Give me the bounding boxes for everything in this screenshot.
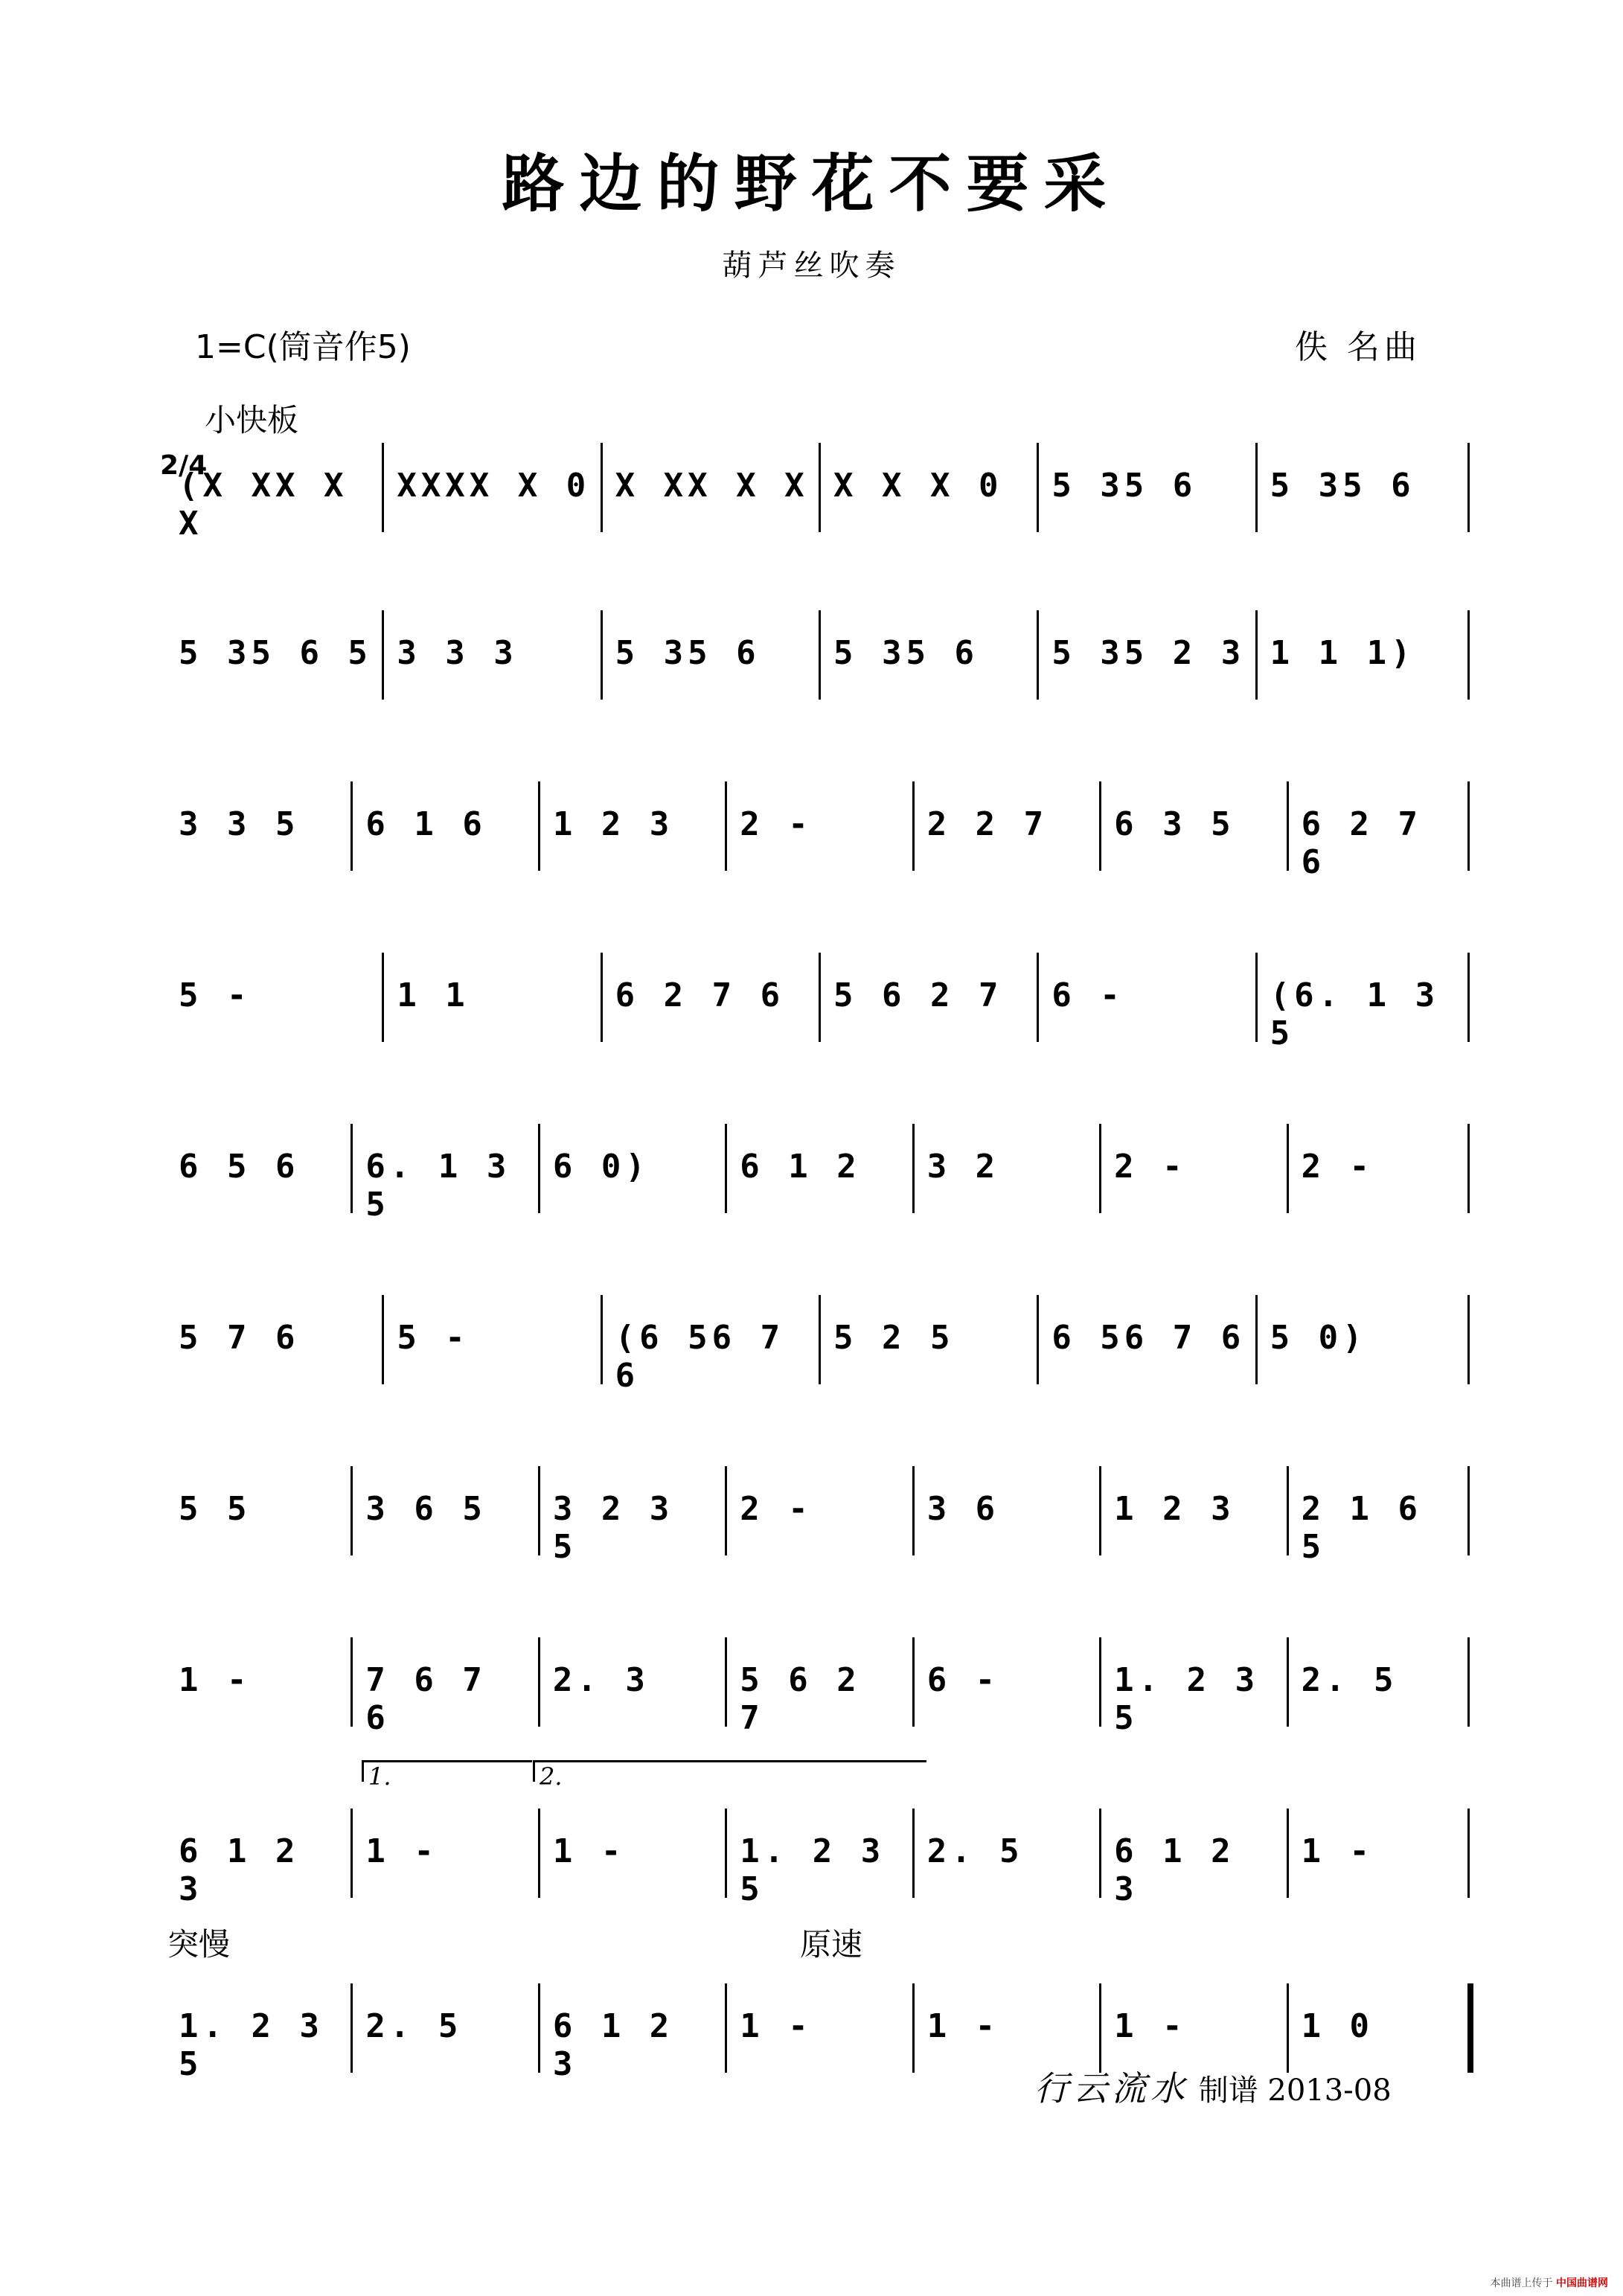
measure: 6. 1 3 5	[365, 1148, 511, 1224]
notation-row-7	[164, 1466, 1473, 1566]
measure: 1 0	[1301, 2007, 1374, 2045]
measure: 2 2 7	[926, 805, 1049, 843]
measure: 2. 5	[1301, 1661, 1398, 1699]
measure: 3 3 5	[179, 805, 300, 843]
measure: 2 -	[1114, 1148, 1187, 1186]
measure: 2. 5	[365, 2007, 463, 2045]
bar-line	[819, 443, 821, 532]
bar-line	[1467, 953, 1470, 1042]
bar-line	[1255, 1295, 1258, 1384]
bar-line	[601, 1295, 603, 1384]
measure: 6 1 2 3	[552, 2007, 674, 2083]
bar-line	[1287, 781, 1289, 871]
bar-line	[1255, 610, 1258, 700]
bar-line	[912, 781, 915, 871]
measure: 2 -	[740, 1490, 813, 1528]
bar-line	[1099, 1637, 1101, 1727]
measure: 5 35 6	[1051, 467, 1197, 505]
measure: 5 35 6 5	[179, 634, 372, 672]
measure: 1 -	[552, 1832, 626, 1870]
measure: 1. 2 3 5	[1114, 1661, 1260, 1737]
measure: 5 6 2 7	[833, 976, 1003, 1014]
notation-row-2	[164, 610, 1473, 700]
measure: 6 5 6	[179, 1148, 300, 1186]
bar-line	[912, 1637, 915, 1727]
measure: 5 7 6	[179, 1319, 300, 1357]
measure: 6 2 7 6	[615, 976, 785, 1014]
bar-line	[1467, 1295, 1470, 1384]
score-subtitle: 葫芦丝吹奏	[722, 249, 901, 283]
measure: 5 0)	[1270, 1319, 1367, 1357]
bar-line	[382, 610, 384, 700]
measure: 2 -	[1301, 1148, 1374, 1186]
measure: 1 -	[1114, 2007, 1187, 2045]
bar-line	[1467, 1809, 1470, 1898]
bar-line	[350, 1637, 353, 1727]
bar-line	[382, 953, 384, 1042]
bar-line	[538, 1124, 540, 1213]
bar-line	[538, 1983, 540, 2073]
notation-row-10	[164, 1983, 1473, 2083]
bar-line	[1037, 1295, 1039, 1384]
watermark-text: 本曲谱上传于	[1490, 2277, 1553, 2289]
bar-line	[1255, 443, 1258, 532]
bar-line	[819, 1295, 821, 1384]
bar-line	[538, 1637, 540, 1727]
bar-line	[538, 1466, 540, 1555]
measure: 6 1 2 3	[1114, 1832, 1235, 1908]
bar-line	[912, 1983, 915, 2073]
measure: 1 -	[365, 1832, 438, 1870]
bar-line	[1099, 1124, 1101, 1213]
measure: 7 6 7 6	[365, 1661, 487, 1737]
measure: 2 -	[740, 805, 813, 843]
bar-line	[1287, 1466, 1289, 1555]
measure: 1 -	[926, 2007, 1000, 2045]
bar-line	[1037, 953, 1039, 1042]
tempo-marking-back: 原速	[800, 1926, 863, 1963]
bar-line	[1099, 1983, 1101, 2073]
bar-line	[601, 953, 603, 1042]
bar-line	[350, 781, 353, 871]
notation-row-3	[164, 781, 1473, 881]
measure: 5 -	[397, 1319, 470, 1357]
measure: 1. 2 3 5	[179, 2007, 324, 2083]
bar-line	[350, 1809, 353, 1898]
measure: (6 56 7 6	[615, 1319, 785, 1395]
measure: 5 -	[179, 976, 252, 1014]
key-signature: 1=C(筒音作5)	[195, 328, 411, 366]
bar-line	[1037, 443, 1039, 532]
bar-line	[725, 1983, 727, 2073]
measure: 5 35 6	[1270, 467, 1415, 505]
bar-line	[1467, 1637, 1470, 1727]
measure: 2. 5	[926, 1832, 1024, 1870]
measure: 5 35 6	[833, 634, 979, 672]
measure: 6 1 2 3	[179, 1832, 300, 1908]
bar-line	[1287, 1124, 1289, 1213]
measure: 6 2 7 6	[1301, 805, 1423, 881]
measure: 6 3 5	[1114, 805, 1235, 843]
bar-line	[725, 1637, 727, 1727]
bar-line	[912, 1809, 915, 1898]
measure: 5 35 2 3	[1051, 634, 1246, 672]
volta-second-ending: 2.	[533, 1760, 926, 1782]
measure: 1 1	[397, 976, 470, 1014]
measure: 3 2	[926, 1148, 1000, 1186]
measure: 2 1 6 5	[1301, 1490, 1423, 1566]
watermark-brand: 中国曲谱网	[1556, 2277, 1608, 2289]
measure: 6 1 6	[365, 805, 487, 843]
notation-row-5	[164, 1124, 1473, 1224]
bar-line	[725, 781, 727, 871]
bar-line	[912, 1466, 915, 1555]
notation-row-9	[164, 1809, 1473, 1908]
bar-line	[819, 610, 821, 700]
transcriber-credit	[1034, 2062, 1392, 2111]
bar-line	[350, 1983, 353, 2073]
measure: 2. 3	[552, 1661, 650, 1699]
bar-line	[1287, 1809, 1289, 1898]
measure: (6. 1 3 5	[1270, 976, 1440, 1052]
measure: 1 -	[179, 1661, 252, 1699]
bar-line	[1467, 781, 1470, 871]
bar-line	[1287, 1637, 1289, 1727]
bar-line	[819, 953, 821, 1042]
bar-line	[1099, 1466, 1101, 1555]
bar-line	[1037, 610, 1039, 700]
measure: 1. 2 3 5	[740, 1832, 886, 1908]
measure: 6 -	[926, 1661, 1000, 1699]
measure: 3 6	[926, 1490, 1000, 1528]
measure: 5 6 2 7	[740, 1661, 861, 1737]
composer-credit: 佚 名曲	[1295, 328, 1421, 366]
source-watermark	[1491, 2275, 1608, 2290]
measure: X X X 0	[833, 467, 1003, 505]
score-title: 路边的野花不要采	[502, 147, 1121, 220]
bar-line	[1467, 1124, 1470, 1213]
measure: 1 2 3	[1114, 1490, 1235, 1528]
final-bar-line	[1467, 1983, 1473, 2073]
measure: 5 2 5	[833, 1319, 955, 1357]
bar-line	[1287, 1983, 1289, 2073]
measure: 3 2 3 5	[552, 1490, 674, 1566]
bar-line	[1467, 443, 1470, 532]
measure: 1 2 3	[552, 805, 674, 843]
bar-line	[601, 610, 603, 700]
bar-line	[1099, 1809, 1101, 1898]
transcriber-signature: 行云流水	[1034, 2068, 1189, 2108]
bar-line	[725, 1124, 727, 1213]
measure: 6 0)	[552, 1148, 650, 1186]
measure: 1 -	[1301, 1832, 1374, 1870]
bar-line	[725, 1466, 727, 1555]
measure: (X XX X X	[179, 467, 348, 543]
bar-line	[1467, 1466, 1470, 1555]
notation-row-8	[164, 1637, 1473, 1737]
bar-line	[1467, 610, 1470, 700]
volta-first-ending: 1.	[362, 1760, 532, 1782]
measure: 6 1 2	[740, 1148, 861, 1186]
bar-line	[725, 1809, 727, 1898]
measure: 5 5	[179, 1490, 252, 1528]
measure: 5 35 6	[615, 634, 761, 672]
bar-line	[382, 1295, 384, 1384]
bar-line	[538, 1809, 540, 1898]
measure: 1 1 1)	[1270, 634, 1415, 672]
bar-line	[601, 443, 603, 532]
measure: 3 3 3	[397, 634, 518, 672]
bar-line	[912, 1124, 915, 1213]
bar-line	[350, 1466, 353, 1555]
measure: 6 -	[1051, 976, 1124, 1014]
bar-line	[1099, 781, 1101, 871]
measure: 3 6 5	[365, 1490, 487, 1528]
bar-line	[538, 781, 540, 871]
bar-line	[1255, 953, 1258, 1042]
notation-row-1	[164, 443, 1473, 543]
notation-row-6	[164, 1295, 1473, 1395]
tempo-marking-slow: 突慢	[167, 1926, 231, 1963]
time-signature: 2/4	[160, 450, 208, 481]
measure: 6 56 7 6	[1051, 1319, 1246, 1357]
notation-row-4	[164, 953, 1473, 1052]
measure: X XX X X	[615, 467, 809, 505]
tempo-marking-start: 小快板	[205, 402, 299, 438]
bar-line	[350, 1124, 353, 1213]
bar-line	[382, 443, 384, 532]
measure: XXXX X 0	[397, 467, 591, 505]
measure: 1 -	[740, 2007, 813, 2045]
transcription-date: 制谱 2013-08	[1198, 2073, 1392, 2108]
